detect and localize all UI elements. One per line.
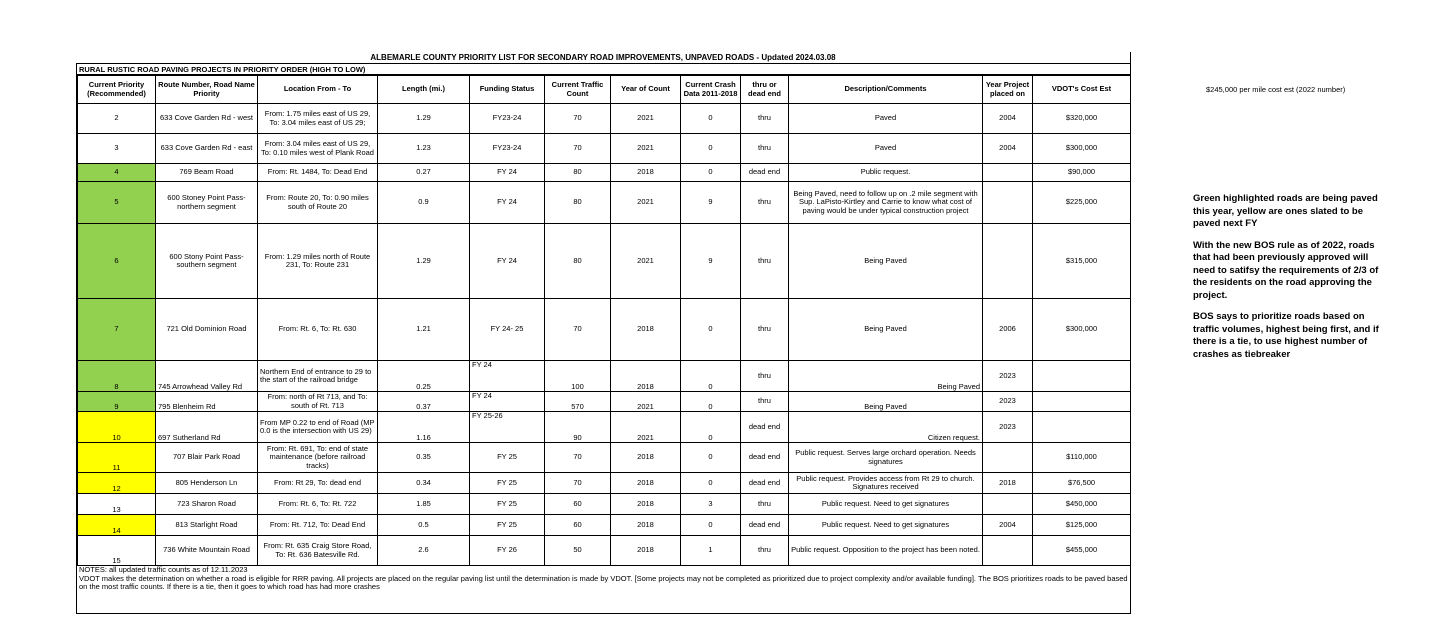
cost-cell: $110,000 — [1033, 443, 1131, 473]
location-cell: From: Route 20, To: 0.90 miles south of Route 20 — [258, 182, 378, 224]
location-cell: From: Rt. 1484, To: Dead End — [258, 164, 378, 182]
header-cell: Year Project placed on — [983, 76, 1033, 104]
year-placed-cell: 2004 — [983, 104, 1033, 134]
traffic-cell: 80 — [545, 182, 611, 224]
route-cell: 697 Sutherland Rd — [156, 412, 258, 443]
description-cell: Being Paved — [789, 299, 983, 361]
year-count-cell: 2018 — [611, 443, 681, 473]
crash-cell: 0 — [681, 361, 741, 392]
crash-cell: 0 — [681, 299, 741, 361]
length-cell: 1.29 — [378, 224, 470, 299]
traffic-cell: 80 — [545, 164, 611, 182]
priority-cell: 12 — [78, 473, 156, 494]
route-cell: 707 Blair Park Road — [156, 443, 258, 473]
thru-cell: thru — [741, 299, 789, 361]
funding-cell: FY 25 — [470, 515, 545, 536]
length-cell: 2.6 — [378, 536, 470, 566]
cost-cell — [1033, 361, 1131, 392]
thru-cell: thru — [741, 104, 789, 134]
thru-cell: thru — [741, 134, 789, 164]
year-placed-cell — [983, 536, 1033, 566]
cost-cell — [1033, 412, 1131, 443]
priority-cell: 10 — [78, 412, 156, 443]
table-row — [78, 182, 1131, 224]
table-row — [78, 473, 1131, 494]
route-cell: 745 Arrowhead Valley Rd — [156, 361, 258, 392]
notes-section — [77, 566, 1130, 592]
page-title: ALBEMARLE COUNTY PRIORITY LIST FOR SECONDARY ROAD IMPROVEMENTS, UNPAVED ROADS - Updated 2024.03.08 — [76, 52, 1131, 63]
header-cell: thru or dead end — [741, 76, 789, 104]
funding-cell: FY 24 — [470, 361, 545, 392]
priority-cell: 6 — [78, 224, 156, 299]
header-cell: Current Traffic Count — [545, 76, 611, 104]
route-cell: 813 Starlight Road — [156, 515, 258, 536]
thru-cell: dead end — [741, 164, 789, 182]
year-placed-cell: 2004 — [983, 134, 1033, 164]
year-count-cell: 2021 — [611, 392, 681, 412]
funding-cell: FY 25 — [470, 443, 545, 473]
cost-cell: $76,500 — [1033, 473, 1131, 494]
description-cell: Public request. Serves large orchard operation. Needs signatures — [789, 443, 983, 473]
table-row — [78, 361, 1131, 392]
table-row — [78, 299, 1131, 361]
thru-cell: dead end — [741, 515, 789, 536]
header-cell: Length (mi.) — [378, 76, 470, 104]
location-cell: From MP 0.22 to end of Road (MP 0.0 is the intersection with US 29) — [258, 412, 378, 443]
traffic-cell: 50 — [545, 536, 611, 566]
traffic-cell: 70 — [545, 134, 611, 164]
location-cell: From: Rt. 635 Craig Store Road, To: Rt. 636 Batesville Rd. — [258, 536, 378, 566]
route-cell: 600 Stoney Point Pass- northern segment — [156, 182, 258, 224]
header-row — [78, 76, 1131, 104]
funding-cell: FY 26 — [470, 536, 545, 566]
funding-cell: FY 24 — [470, 164, 545, 182]
year-count-cell: 2018 — [611, 515, 681, 536]
funding-cell: FY 25-26 — [470, 412, 545, 443]
route-cell: 723 Sharon Road — [156, 494, 258, 515]
priority-sheet — [76, 63, 1131, 614]
header-cell: Route Number, Road Name Priority — [156, 76, 258, 104]
year-placed-cell: 2023 — [983, 392, 1033, 412]
table-row — [78, 515, 1131, 536]
crash-cell: 1 — [681, 536, 741, 566]
location-cell: From: 3.04 miles east of US 29, To: 0.10 miles west of Plank Road — [258, 134, 378, 164]
location-cell: From: 1.75 miles east of US 29, To: 3.04 miles east of US 29; — [258, 104, 378, 134]
year-count-cell: 2021 — [611, 224, 681, 299]
priority-cell: 2 — [78, 104, 156, 134]
thru-cell: thru — [741, 224, 789, 299]
year-count-cell: 2018 — [611, 473, 681, 494]
priority-cell: 3 — [78, 134, 156, 164]
description-cell: Being Paved — [789, 392, 983, 412]
header-cell: Description/Comments — [789, 76, 983, 104]
year-count-cell: 2018 — [611, 299, 681, 361]
description-cell: Being Paved — [789, 361, 983, 392]
thru-cell: thru — [741, 182, 789, 224]
header-cell: Location From - To — [258, 76, 378, 104]
traffic-cell: 80 — [545, 224, 611, 299]
route-cell: 736 White Mountain Road — [156, 536, 258, 566]
description-cell: Being Paved — [789, 224, 983, 299]
location-cell: From: Rt. 712, To: Dead End — [258, 515, 378, 536]
table-row — [78, 104, 1131, 134]
header-cell: Current Priority (Recommended) — [78, 76, 156, 104]
notes-line: NOTES: all updated traffic counts as of 12.11.2023 — [79, 565, 248, 574]
location-cell: From: Rt 29, To: dead end — [258, 473, 378, 494]
priority-cell: 14 — [78, 515, 156, 536]
table-row — [78, 443, 1131, 473]
funding-cell: FY 25 — [470, 473, 545, 494]
description-cell: Citizen request. — [789, 412, 983, 443]
crash-cell: 0 — [681, 164, 741, 182]
funding-cell: FY 24 — [470, 224, 545, 299]
table-subtitle: RURAL RUSTIC ROAD PAVING PROJECTS IN PRIORITY ORDER (HIGH TO LOW) — [77, 64, 1130, 75]
length-cell: 1.23 — [378, 134, 470, 164]
thru-cell: thru — [741, 361, 789, 392]
route-cell: 721 Old Dominion Road — [156, 299, 258, 361]
route-cell: 633 Cove Garden Rd - west — [156, 104, 258, 134]
year-placed-cell — [983, 494, 1033, 515]
cost-cell: $225,000 — [1033, 182, 1131, 224]
priority-cell: 15 — [78, 536, 156, 566]
cost-cell — [1033, 392, 1131, 412]
header-cell: VDOT's Cost Est — [1033, 76, 1131, 104]
priority-cell: 11 — [78, 443, 156, 473]
traffic-cell: 90 — [545, 412, 611, 443]
length-cell: 0.37 — [378, 392, 470, 412]
route-cell: 795 Blenheim Rd — [156, 392, 258, 412]
table-row — [78, 224, 1131, 299]
length-cell: 1.21 — [378, 299, 470, 361]
cost-cell: $125,000 — [1033, 515, 1131, 536]
length-cell: 0.9 — [378, 182, 470, 224]
year-placed-cell — [983, 443, 1033, 473]
route-cell: 633 Cove Garden Rd - east — [156, 134, 258, 164]
route-cell: 769 Beam Road — [156, 164, 258, 182]
year-count-cell: 2018 — [611, 536, 681, 566]
year-count-cell: 2018 — [611, 164, 681, 182]
description-cell: Paved — [789, 134, 983, 164]
priority-cell: 9 — [78, 392, 156, 412]
cost-cell: $320,000 — [1033, 104, 1131, 134]
year-placed-cell: 2023 — [983, 361, 1033, 392]
length-cell: 0.35 — [378, 443, 470, 473]
header-cell: Current Crash Data 2011-2018 — [681, 76, 741, 104]
prioritization-note: BOS says to prioritize roads based on traffic volumes, highest being first, and if there is a tie, to use highest number of crashes as tiebreaker — [1193, 311, 1379, 360]
side-notes — [1193, 193, 1383, 370]
location-cell: Northern End of entrance to 29 to the start of the railroad bridge — [258, 361, 378, 392]
length-cell: 0.34 — [378, 473, 470, 494]
funding-cell: FY 24 — [470, 182, 545, 224]
cost-cell: $300,000 — [1033, 134, 1131, 164]
description-cell: Public request. — [789, 164, 983, 182]
crash-cell: 0 — [681, 392, 741, 412]
cost-cell: $450,000 — [1033, 494, 1131, 515]
crash-cell: 9 — [681, 182, 741, 224]
location-cell: From: Rt. 6, To: Rt. 722 — [258, 494, 378, 515]
length-cell: 1.16 — [378, 412, 470, 443]
table-row — [78, 134, 1131, 164]
funding-cell: FY23-24 — [470, 134, 545, 164]
location-cell: From: 1.29 miles north of Route 231, To: Route 231 — [258, 224, 378, 299]
highlight-legend-note: Green highlighted roads are being paved this year, yellow are ones slated to be paved next FY — [1193, 193, 1378, 229]
description-cell: Public request. Need to get signatures — [789, 494, 983, 515]
bos-rule-note: With the new BOS rule as of 2022, roads that had been previously approved will need to satifsy the requirements of 2/3 of the residents on the road approving the project. — [1193, 239, 1379, 301]
funding-cell: FY 24- 25 — [470, 299, 545, 361]
header-cell: Year of Count — [611, 76, 681, 104]
location-cell: From: Rt. 691, To: end of state maintenance (before railroad tracks) — [258, 443, 378, 473]
cost-cell: $455,000 — [1033, 536, 1131, 566]
length-cell: 1.85 — [378, 494, 470, 515]
description-cell: Paved — [789, 104, 983, 134]
traffic-cell: 60 — [545, 515, 611, 536]
year-placed-cell — [983, 182, 1033, 224]
length-cell: 0.25 — [378, 361, 470, 392]
year-placed-cell — [983, 164, 1033, 182]
table-row — [78, 536, 1131, 566]
year-count-cell: 2021 — [611, 182, 681, 224]
traffic-cell: 70 — [545, 443, 611, 473]
traffic-cell: 570 — [545, 392, 611, 412]
description-cell: Public request. Need to get signatures — [789, 515, 983, 536]
crash-cell: 0 — [681, 412, 741, 443]
year-placed-cell: 2023 — [983, 412, 1033, 443]
crash-cell: 0 — [681, 134, 741, 164]
priority-cell: 5 — [78, 182, 156, 224]
route-cell: 600 Stony Point Pass- southern segment — [156, 224, 258, 299]
year-count-cell: 2018 — [611, 494, 681, 515]
traffic-cell: 60 — [545, 494, 611, 515]
crash-cell: 0 — [681, 104, 741, 134]
length-cell: 0.27 — [378, 164, 470, 182]
crash-cell: 9 — [681, 224, 741, 299]
location-cell: From: north of Rt 713, and To: south of Rt. 713 — [258, 392, 378, 412]
table-row — [78, 412, 1131, 443]
cost-cell: $300,000 — [1033, 299, 1131, 361]
route-cell: 805 Henderson Ln — [156, 473, 258, 494]
traffic-cell: 100 — [545, 361, 611, 392]
cost-cell: $90,000 — [1033, 164, 1131, 182]
year-count-cell: 2021 — [611, 412, 681, 443]
thru-cell: thru — [741, 494, 789, 515]
crash-cell: 3 — [681, 494, 741, 515]
length-cell: 0.5 — [378, 515, 470, 536]
description-cell: Public request. Opposition to the project has been noted. — [789, 536, 983, 566]
year-count-cell: 2021 — [611, 134, 681, 164]
cost-per-mile-note: $245,000 per mile cost est (2022 number) — [1206, 85, 1346, 94]
funding-cell: FY 24 — [470, 392, 545, 412]
location-cell: From: Rt. 6, To: Rt. 630 — [258, 299, 378, 361]
crash-cell: 0 — [681, 515, 741, 536]
cost-cell: $315,000 — [1033, 224, 1131, 299]
table-row — [78, 392, 1131, 412]
priority-cell: 13 — [78, 494, 156, 515]
priority-table — [77, 75, 1131, 566]
funding-cell: FY23-24 — [470, 104, 545, 134]
priority-cell: 8 — [78, 361, 156, 392]
priority-cell: 4 — [78, 164, 156, 182]
table-row — [78, 164, 1131, 182]
year-placed-cell: 2004 — [983, 515, 1033, 536]
year-placed-cell: 2018 — [983, 473, 1033, 494]
header-cell: Funding Status — [470, 76, 545, 104]
thru-cell: thru — [741, 536, 789, 566]
year-count-cell: 2021 — [611, 104, 681, 134]
year-count-cell: 2018 — [611, 361, 681, 392]
traffic-cell: 70 — [545, 104, 611, 134]
traffic-cell: 70 — [545, 473, 611, 494]
thru-cell: dead end — [741, 473, 789, 494]
description-cell: Public request. Provides access from Rt 29 to church. Signatures received — [789, 473, 983, 494]
traffic-cell: 70 — [545, 299, 611, 361]
length-cell: 1.29 — [378, 104, 470, 134]
thru-cell: dead end — [741, 412, 789, 443]
thru-cell: dead end — [741, 443, 789, 473]
notes-line: VDOT makes the determination on whether a road is eligible for RRR paving. All projects are placed on the regular paving list until the determination is made by VDOT. [Some projects may not be completed as prioritized due to project complexity and/or available funding]. The BOS prioritizes roads to be paved based on the most traffic counts. If there is a tie, then it goes to which road has had more crashes — [79, 573, 1128, 591]
year-placed-cell — [983, 224, 1033, 299]
description-cell: Being Paved, need to follow up on .2 mile segment with Sup. LaPisto-Kirtley and Carrie to know what cost of paving would be under typical construction project — [789, 182, 983, 224]
thru-cell: thru — [741, 392, 789, 412]
funding-cell: FY 25 — [470, 494, 545, 515]
table-row — [78, 494, 1131, 515]
crash-cell: 0 — [681, 443, 741, 473]
crash-cell: 0 — [681, 473, 741, 494]
priority-cell: 7 — [78, 299, 156, 361]
year-placed-cell: 2006 — [983, 299, 1033, 361]
